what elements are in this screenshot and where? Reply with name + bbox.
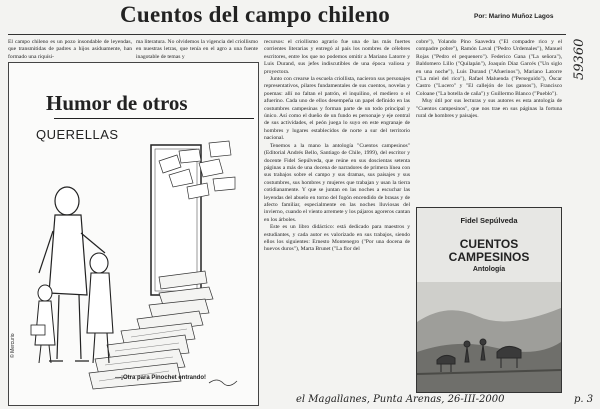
cartoon-title: QUERELLAS [36, 127, 119, 142]
paragraph: Tenemos a la mano la antología "Cuentos campesinos" (Editorial Andrés Bello, Santiago de Chile, 1999), del escritor y docente Fidel Sepúlveda, que reúne en sus doscientas setenta páginas a más de una docena de narradores de primera línea con sus trabajos sobre el campo y sus dramas, sus paisajes y sus costumbres, sus hombres y mujeres que trabajan y usan la tierra cotidianamente. Y que se juntan en las noches a escuchar las leyendas del abuelo en torno del fogón encendido de brasas y de afecto familiar, especialmente en las noches lluviosas del invierno, cuando el viento arremete y los pájaros agoreros cantan en los árboles. [264, 142, 410, 223]
paragraph: ma literatura. No olvidemos la vigencia del criollismo en nuestras letras, que tenía en el agro a una fuente inagotable de temas y [136, 39, 258, 60]
book-title-line-2: CAMPESINOS [448, 250, 530, 264]
paragraph: recursos: el criollismo agrario fue una de las más fuertes corrientes literarias y entregó al país los nombres de célebres escritores, entre los que no podemos omitir a Mariano Latorre y Luis Durand, sus jefes indiscutibles de una época valiosa y proyectora. [264, 39, 410, 75]
article-column-4 [416, 39, 562, 203]
handwritten-source-note: el Magallanes, Punta Arenas, 26-III-2000 [296, 394, 505, 405]
section-title-underline [54, 118, 254, 119]
section-title: Humor de otros [46, 91, 188, 115]
paragraph: Junto con crearse la escuela criollista, nacieron sus personajes representativos, pilares fundamentales de sus cuentos, novelas y poemas: allí no faltan el patrón, el inquilino, el mediero o el afuerino. Cada uno de ellos desempeña un papel definido en las costumbres campesinas y forman parte de un todo principal y único. Así como el dueño de un fundo es personaje y eje central de sus actividades, el peón juega lo suyo en este engranaje de hombres y lugares establecidos de norte a sur del territorio nacional. [264, 76, 410, 142]
book-cover [416, 207, 562, 393]
cartoon-credit: © Mercurio [10, 333, 16, 358]
article-column-1 [8, 39, 132, 63]
article-byline: Por: Marino Muñoz Lagos [474, 13, 554, 20]
article-column-2 [136, 39, 258, 63]
headline-rule [8, 34, 566, 35]
paragraph: cobre"), Yolando Pino Saavedra ("El compadre rico y el compadre pobre"), Ramón Laval ("Pedro Urdemales"), Manuel Rojas ("Pedro el pequenero"). Federico Gana ("La señora"), Baldomero Lillo ("Quilapán"), Joaquín Díaz Garcés ("Un siglo en una noche"), Luis Durand ("Afuerinos"), Mariano Latorre ("La miel del rico"), Rafael Maluenda ("Perseguido"), Óscar Castro ("Lucero" y "El callejón de los gansos"), Francisco Coloane ("La botella de caña") y Guillermo Blanco ("Pueblo"). [416, 39, 562, 97]
paragraph: Este es un libro didáctico: está dedicado para maestros y estudiantes, y cada autor es valorizado en sus trabajos, siendo ellos los siguientes: Ernesto Montenegro ("Por una docena de huevos duros"), Marta Brunet ("La flor del [264, 224, 410, 253]
handwritten-page-note: p. 3 [574, 394, 594, 405]
article-column-3 [264, 39, 410, 391]
paragraph: El campo chileno es un pozo insondable de leyendas, que transmitidas de padres a hijos asiduamente, han formado una riquísi- [8, 39, 132, 60]
book-title [417, 238, 561, 264]
paragraph: Muy útil por sus lecturas y sus autores es esta antología de "Cuentos campesinos", que nos trae en sus páginas la fortuna rural de hombres y paisajes. [416, 98, 562, 120]
handwritten-side-number: 59360 [572, 38, 587, 80]
article-headline: Cuentos del campo chileno [120, 2, 391, 27]
book-cover-illustration [417, 282, 561, 392]
cartoon-caption: —¡Otra para Pinochet entrando! [115, 375, 207, 381]
book-title-line-1: CUENTOS [459, 237, 519, 251]
book-subtitle: Antología [472, 266, 506, 273]
book-author: Fidel Sepúlveda [460, 216, 518, 225]
